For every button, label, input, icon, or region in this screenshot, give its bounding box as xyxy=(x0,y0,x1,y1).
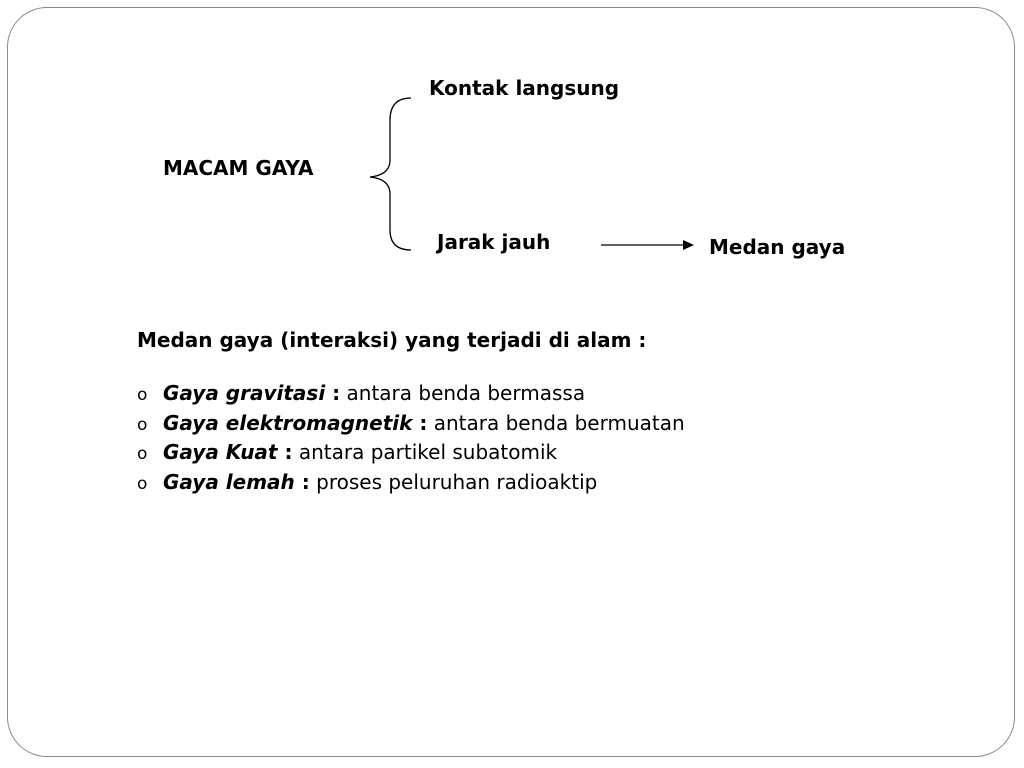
separator: : xyxy=(277,440,293,464)
diagram-arrow-target: Medan gaya xyxy=(709,235,846,259)
separator: : xyxy=(325,381,341,405)
diagram-root-label: MACAM GAYA xyxy=(163,156,314,180)
bullet-icon: o xyxy=(137,444,148,464)
description: proses peluruhan radioaktip xyxy=(309,469,598,494)
term: Gaya lemah xyxy=(163,469,295,494)
term: Gaya Kuat xyxy=(163,440,278,464)
description: antara benda bermuatan xyxy=(427,410,685,435)
bullet-icon: o xyxy=(137,473,148,494)
diagram-branch-bottom: Jarak jauh xyxy=(437,230,551,254)
section-heading: Medan gaya (interaksi) yang terjadi di alam : xyxy=(137,328,647,352)
separator: : xyxy=(294,469,310,494)
list-item xyxy=(137,410,685,440)
term: Gaya elektromagnetik xyxy=(163,410,413,435)
description: antara benda bermassa xyxy=(340,381,586,405)
list-item xyxy=(137,380,685,410)
diagram-branch-top: Kontak langsung xyxy=(429,76,620,100)
term: Gaya gravitasi xyxy=(163,381,326,405)
separator: : xyxy=(412,410,428,435)
list-item xyxy=(137,439,685,469)
force-list xyxy=(137,380,685,498)
bullet-icon: o xyxy=(137,414,148,435)
bullet-icon: o xyxy=(137,385,148,405)
description: antara partikel subatomik xyxy=(292,440,558,464)
list-item xyxy=(137,469,685,499)
